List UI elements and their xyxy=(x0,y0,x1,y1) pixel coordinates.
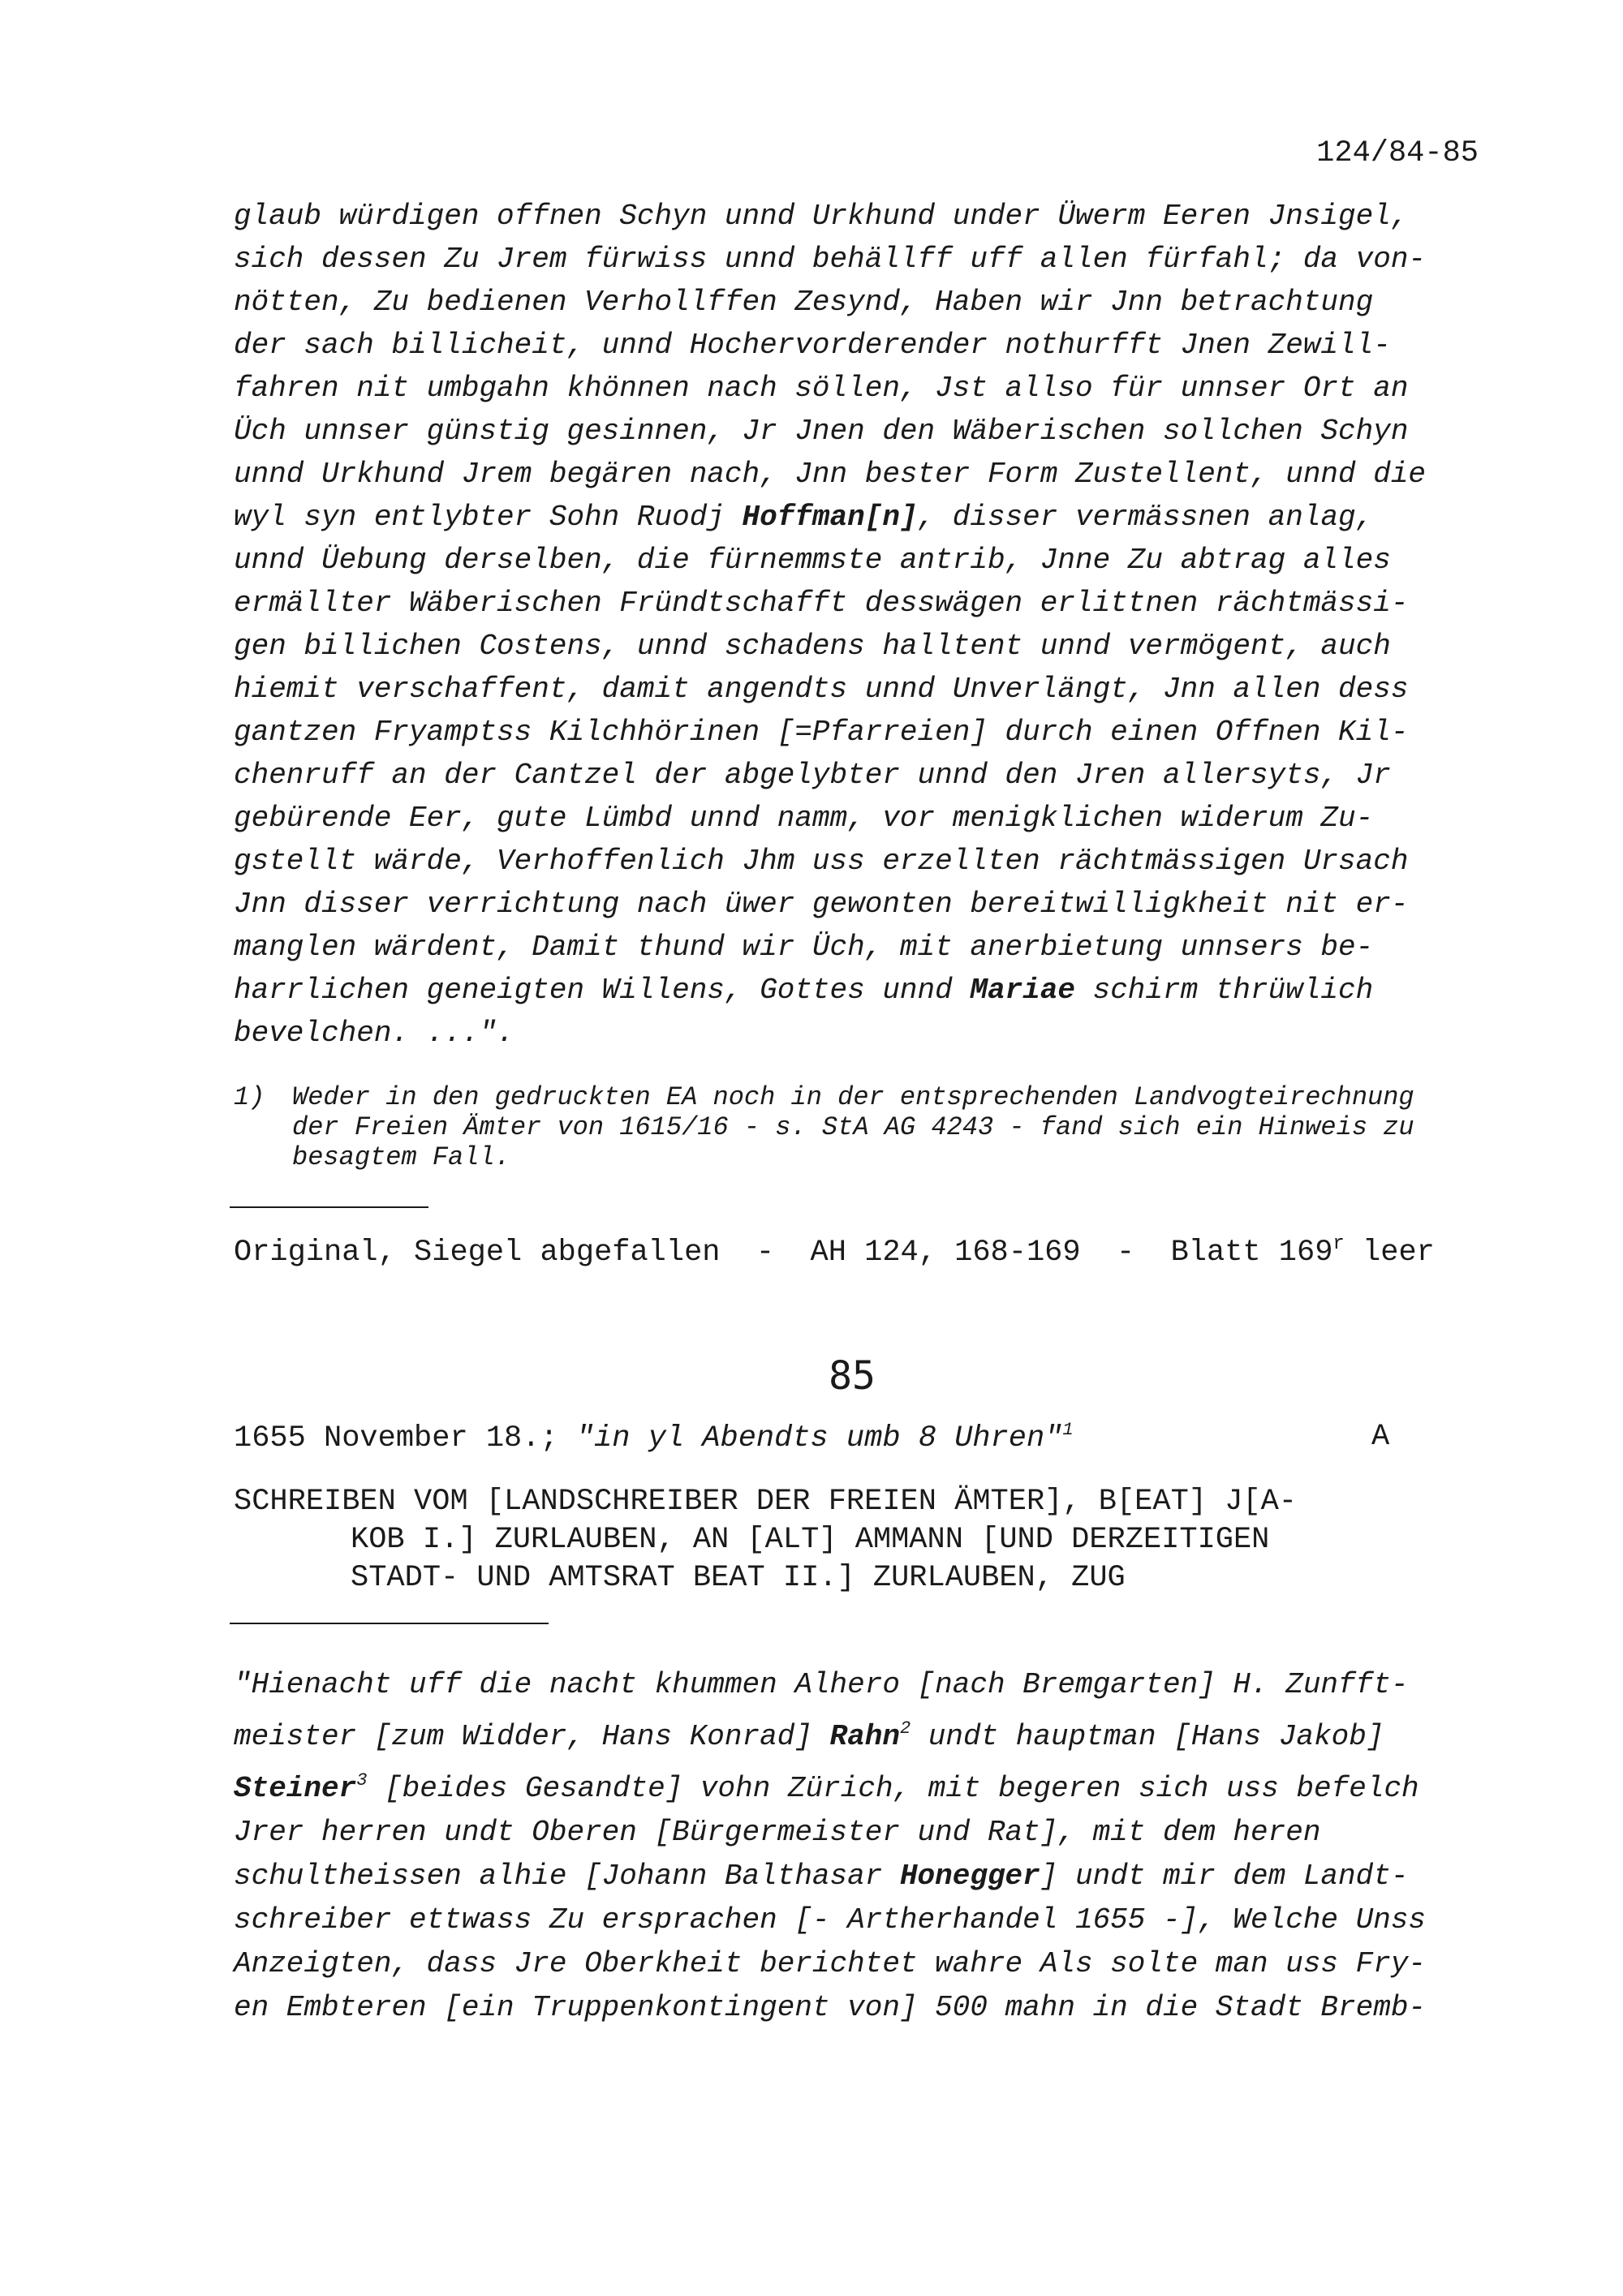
text-segment: harrlichen geneigten Willens, Gottes unnd xyxy=(234,974,971,1007)
text-line xyxy=(234,238,1483,281)
text-line xyxy=(234,668,1483,711)
text-segment: schultheissen alhie [Johann Balthasar xyxy=(234,1860,900,1893)
page-number: 124/84-85 xyxy=(1316,136,1479,170)
text-segment: [beides Gesandte] vohn Zürich, mit begeren sich uss befelch xyxy=(367,1772,1419,1805)
text-line xyxy=(234,539,1483,582)
text-segment: schreiber ettwass Zu ersprachen [- Artherhandel 1655 -], Welche Unss xyxy=(234,1903,1427,1937)
title-line: STADT- UND AMTSRAT BEAT II.] ZURLAUBEN, ZUG xyxy=(351,1561,1126,1595)
date-footnote-ref: 1 xyxy=(1062,1420,1074,1440)
quote-text xyxy=(234,1663,1500,2030)
text-segment: sich dessen Zu Jrem fürwiss unnd behällff uff allen fürfahl; da von- xyxy=(234,243,1427,276)
text-line xyxy=(234,711,1483,754)
footnote-ref: 2 xyxy=(899,1718,911,1739)
date-quote: "in yl Abendts umb 8 Uhren" xyxy=(575,1421,1063,1455)
text-segment: unnd Üebung derselben, die fürnemmste antrib, Jnne Zu abtrag alles xyxy=(234,544,1391,577)
text-line xyxy=(234,1898,1500,1942)
text-segment: fahren nit umbgahn khönnen nach söllen, Jst allso für unnser Ort an xyxy=(234,372,1409,405)
date-text: 1655 November 18.; xyxy=(234,1421,576,1455)
text-line xyxy=(234,281,1483,324)
text-segment: wyl syn entlybter Sohn Ruodj xyxy=(234,501,743,534)
text-segment: gantzen Fryamptss Kilchhörinen [=Pfarreien] durch einen Offnen Kil- xyxy=(234,716,1409,749)
text-segment: manglen wärdent, Damit thund wir Üch, mit anerbietung unnsers be- xyxy=(234,931,1374,964)
text-line xyxy=(234,1012,1483,1055)
text-segment: der sach billicheit, unnd Hochervorderender nothurfft Jnen Zewill- xyxy=(234,329,1391,362)
text-line xyxy=(234,1855,1500,1898)
text-segment: Üch unnser günstig gesinnen, Jr Jnen den Wäberischen sollchen Schyn xyxy=(234,415,1409,448)
continuation-text xyxy=(234,195,1483,1055)
text-line xyxy=(234,1759,1500,1811)
text-segment: Jrer herren undt Oberen [Bürgermeister und Rat], mit dem heren xyxy=(234,1816,1321,1849)
text-line xyxy=(234,324,1483,367)
text-segment: nötten, Zu bedienen Verhollffen Zesynd, Haben wir Jnn betrachtung xyxy=(234,286,1374,319)
document-date xyxy=(234,1420,1074,1455)
text-line xyxy=(234,883,1483,926)
text-segment: Jnn disser verrichtung nach üwer gewonten bereitwilligkheit nit er- xyxy=(234,888,1409,921)
text-line xyxy=(234,1811,1500,1855)
text-segment: schirm thrüwlich xyxy=(1074,974,1374,1007)
text-segment: Anzeigten, dass Jre Oberkheit berichtet wahre Als solte man uss Fry- xyxy=(234,1947,1427,1980)
document-category: A xyxy=(1371,1420,1390,1454)
text-segment: bevelchen. ...". xyxy=(234,1017,514,1050)
title-line: SCHREIBEN VOM [LANDSCHREIBER DER FREIEN ÄMTER], B[EAT] J[A- xyxy=(234,1485,1298,1519)
text-segment: meister [zum Widder, Hans Konrad] xyxy=(234,1720,830,1753)
text-line xyxy=(234,926,1483,969)
text-segment: gstellt wärde, Verhoffenlich Jhm uss erzellten rächtmässigen Ursach xyxy=(234,845,1409,878)
source-text-end: leer xyxy=(1344,1236,1435,1270)
text-line xyxy=(234,1986,1500,2030)
text-line xyxy=(234,969,1483,1012)
text-segment: en Embteren [ein Truppenkontingent von] 500 mahn in die Stadt Bremb- xyxy=(234,1991,1427,2024)
text-line xyxy=(234,1663,1500,1707)
text-segment: , disser vermässnen anlag, xyxy=(917,501,1374,534)
source-text: Original, Siegel abgefallen - AH 124, 168-169 - Blatt 169 xyxy=(234,1236,1333,1270)
text-line xyxy=(234,582,1483,625)
text-segment: "Hienacht uff die nacht khummen Alhero [nach Bremgarten] H. Zunfft- xyxy=(234,1668,1409,1701)
footnote xyxy=(234,1082,1500,1172)
source-note xyxy=(234,1233,1435,1270)
footnote-line: besagtem Fall. xyxy=(292,1142,510,1172)
source-superscript: r xyxy=(1332,1233,1345,1255)
text-line xyxy=(234,797,1483,840)
text-line xyxy=(234,754,1483,797)
emphasized-name: Honegger xyxy=(899,1860,1040,1893)
text-line xyxy=(234,410,1483,453)
text-line xyxy=(234,367,1483,410)
text-segment: gen billichen Costens, unnd schadens halltent unnd vermögent, auch xyxy=(234,630,1391,663)
emphasized-name: Rahn xyxy=(829,1720,900,1753)
footnote-line: Weder in den gedruckten EA noch in der entsprechenden Landvogteirechnung xyxy=(292,1082,1414,1112)
text-segment: glaub würdigen offnen Schyn unnd Urkhund under Üwerm Eeren Jnsigel, xyxy=(234,200,1409,233)
footnote-divider xyxy=(230,1206,428,1208)
text-segment: ermällter Wäberischen Fründtschafft desswägen erlittnen rächtmässi- xyxy=(234,587,1409,620)
emphasized-name: Mariae xyxy=(970,974,1075,1007)
title-divider xyxy=(230,1623,549,1624)
footnote-line: der Freien Ämter von 1615/16 - s. StA AG 4243 - fand sich ein Hinweis zu xyxy=(292,1112,1414,1142)
text-line xyxy=(234,840,1483,883)
text-line xyxy=(234,625,1483,668)
text-segment: gebürende Eer, gute Lümbd unnd namm, vor menigklichen widerum Zu- xyxy=(234,802,1374,835)
text-segment: unnd Urkhund Jrem begären nach, Jnn bester Form Zustellent, unnd die xyxy=(234,458,1427,491)
text-line xyxy=(234,496,1483,539)
text-segment: undt hauptman [Hans Jakob] xyxy=(911,1720,1384,1753)
text-line xyxy=(234,453,1483,496)
text-line xyxy=(234,195,1483,238)
text-line xyxy=(234,1707,1500,1759)
title-line: KOB I.] ZURLAUBEN, AN [ALT] AMMANN [UND DERZEITIGEN xyxy=(351,1523,1270,1557)
footnote-marker: 1) xyxy=(234,1082,265,1112)
text-segment: chenruff an der Cantzel der abgelybter unnd den Jren allersyts, Jr xyxy=(234,759,1391,792)
emphasized-name: Hoffman[n] xyxy=(742,501,918,534)
document-title xyxy=(234,1483,1500,1597)
text-segment: hiemit verschaffent, damit angendts unnd Unverlängt, Jnn allen dess xyxy=(234,673,1409,706)
text-line xyxy=(234,1942,1500,1986)
document-number: 85 xyxy=(829,1353,876,1399)
emphasized-name: Steiner xyxy=(234,1772,357,1805)
footnote-ref: 3 xyxy=(356,1770,368,1791)
text-segment: ] undt mir dem Landt- xyxy=(1040,1860,1409,1893)
